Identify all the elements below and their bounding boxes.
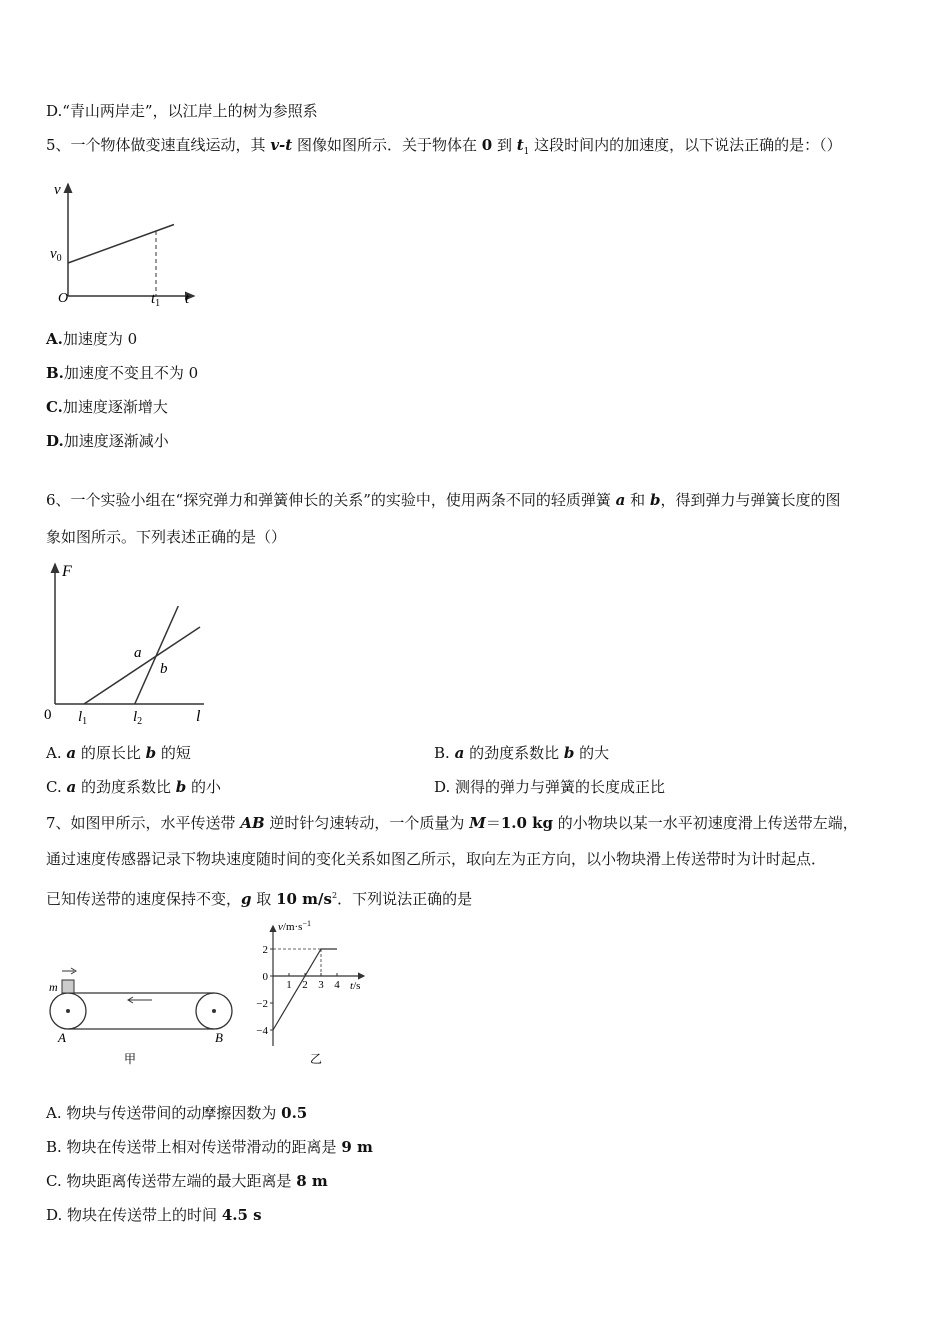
q7-vt-graph: [248, 916, 376, 1068]
q5-stem-part: 到: [492, 136, 517, 154]
q7-opt-val: 8 m: [296, 1172, 328, 1190]
q7-stem-line1: [46, 813, 858, 833]
q7-stem-part: 的小物块以某一水平初速度滑上传送带左端，: [553, 814, 858, 832]
pulley-a-axle: [66, 1009, 70, 1013]
q6-opt-a-var: a: [66, 778, 77, 796]
q7-y-exp: −1: [302, 919, 311, 928]
block-m: [62, 980, 74, 993]
q7-tick-group: [256, 944, 340, 1037]
q7-opt-text: B. 物块在传送带上相对传送带滑动的距离是: [46, 1138, 342, 1156]
figure-jia-caption: 甲: [124, 1052, 137, 1066]
q7-x-tick-label: 3: [318, 979, 324, 991]
q7-stem-m: M: [469, 814, 486, 832]
q6-option-c: [46, 777, 221, 797]
q6-axis-f-label: F: [62, 563, 72, 580]
q6-l1-letter: l: [78, 709, 83, 725]
q6-opt-part: 的大: [574, 744, 610, 762]
q7-x-tick-label: 4: [334, 979, 340, 991]
q7-option-d: [46, 1205, 262, 1225]
q7-y-tick-label: 0: [262, 971, 268, 983]
pulley-b-axle: [212, 1009, 216, 1013]
q7-y-tick-label: −2: [256, 998, 268, 1010]
q7-x-tick-label: 1: [286, 979, 292, 991]
q6-l2-letter: l: [133, 709, 138, 725]
q6-spring-a-line: [84, 627, 200, 704]
q6-opt-b-var: b: [175, 778, 187, 796]
point-a-label: A: [58, 1030, 66, 1045]
q6-l1-label: [78, 709, 87, 727]
q5-option-c: [46, 397, 168, 417]
point-b-label: B: [215, 1030, 223, 1045]
q6-opt-part: C.: [46, 778, 67, 796]
q5-stem-t1-sub: 1: [523, 147, 530, 157]
q5-stem-zero: 0: [481, 136, 493, 154]
q5-stem-part: 5、一个物体做变速直线运动，其: [46, 136, 271, 154]
q6-opt-a-var: a: [66, 744, 77, 762]
q7-stem-mass: 1.0 kg: [500, 814, 554, 832]
q6-stem-a: a: [615, 491, 626, 509]
q6-opt-b-var: b: [563, 744, 575, 762]
q5-option-d: [46, 431, 169, 451]
q5-v0-sub: 0: [56, 253, 62, 264]
q6-opt-part: 的原长比: [76, 744, 146, 762]
q5-option-d-letter: D.: [46, 432, 64, 450]
q5-stem-vt: v-t: [270, 136, 293, 154]
q5-option-b-text: 加速度不变且不为 0: [63, 364, 199, 382]
q6-stem-part: 和: [625, 491, 650, 509]
q6-l2-label: [133, 709, 142, 727]
q7-x-tick-label: 2: [302, 979, 308, 991]
q7-y-tick-label: 2: [262, 944, 268, 956]
q7-stem-ab: AB: [240, 814, 265, 832]
q7-y-tick-label: −4: [256, 1025, 268, 1037]
q6-axis-l-label: l: [196, 708, 201, 725]
q7-option-a: [46, 1103, 307, 1123]
q7-conveyor-figure: [44, 958, 244, 1068]
q7-opt-val: 9 m: [341, 1138, 373, 1156]
q6-opt-part: 的小: [186, 778, 222, 796]
q6-opt-b-var: b: [145, 744, 157, 762]
q5-option-a-text: 加速度为 0: [62, 330, 138, 348]
q6-opt-part: 的劲度系数比: [464, 744, 564, 762]
q5-stem-t1: t: [516, 136, 524, 154]
q5-stem-part: 图像如图所示．关于物体在: [292, 136, 482, 154]
q7-y-unit: /m·s: [282, 921, 303, 933]
q7-x-t: t: [350, 980, 354, 992]
q6-option-d: D. 测得的弹力与弹簧的长度成正比: [434, 778, 666, 796]
q5-option-b-letter: B.: [46, 364, 64, 382]
q6-stem-part: ，得到弹力与弹簧长度的图: [660, 491, 841, 509]
q7-x-axis-label: [350, 980, 360, 992]
q5-option-b: [46, 363, 198, 383]
q5-v0-letter: v: [50, 246, 57, 262]
q6-opt-part: B.: [434, 744, 455, 762]
q5-option-d-text: 加速度逐渐减小: [63, 432, 169, 450]
q7-stem-part: ＝: [485, 814, 501, 832]
q6-opt-part: A.: [46, 744, 67, 762]
q6-stem-line2: 象如图所示。下列表述正确的是（）: [46, 528, 287, 546]
q7-stem-part: 取: [251, 890, 277, 908]
q7-stem-line3: [46, 886, 472, 909]
q5-stem-part: 这段时间内的加速度，以下说法正确的是：（）: [529, 136, 842, 154]
q7-opt-text: A. 物块与传送带间的动摩擦因数为: [46, 1104, 282, 1122]
q5-option-a-letter: A.: [46, 330, 63, 348]
q7-opt-val: 0.5: [281, 1104, 308, 1122]
q6-line-b-label: b: [160, 661, 168, 677]
q7-option-b: [46, 1137, 373, 1157]
q7-stem-part: ．下列说法正确的是: [337, 890, 473, 908]
q7-y-axis-label: [278, 919, 311, 933]
q6-line-a-label: a: [134, 645, 142, 661]
q5-t1-letter: t: [151, 291, 156, 307]
figure-yi-caption: 乙: [310, 1052, 323, 1066]
q6-fl-graph: [44, 558, 214, 730]
q5-t1-label: [151, 291, 160, 309]
q5-axis-v-label: v: [54, 182, 61, 198]
q6-stem-line1: [46, 490, 840, 510]
q6-stem-part: 6、一个实验小组在“探究弹力和弹簧伸长的关系”的实验中，使用两条不同的轻质弹簧: [46, 491, 616, 509]
q5-stem: [46, 135, 842, 162]
q7-stem-gval: 10 m/s: [276, 890, 332, 908]
q7-opt-text: C. 物块距离传送带左端的最大距离是: [46, 1172, 297, 1190]
q7-opt-val: 4.5 s: [221, 1206, 262, 1224]
q5-origin-label: O: [58, 291, 69, 306]
q7-stem-part: 7、如图甲所示，水平传送带: [46, 814, 241, 832]
q6-l1-sub: 1: [82, 716, 88, 727]
q7-opt-text: D. 物块在传送带上的时间: [46, 1206, 222, 1224]
q7-stem-part: 逆时针匀速转动，一个质量为: [264, 814, 470, 832]
q6-origin-label: 0: [44, 707, 52, 723]
q6-l2-sub: 2: [137, 716, 143, 727]
q5-option-c-text: 加速度逐渐增大: [62, 398, 168, 416]
q7-y-v: v: [278, 921, 283, 933]
q7-stem-g: g: [241, 890, 252, 908]
q7-stem-gexp: 2: [331, 891, 338, 900]
q5-vt-graph: [44, 176, 204, 311]
q5-v0-label: [50, 246, 62, 264]
q5-axis-t-label: t: [185, 291, 190, 307]
q5-option-a: [46, 329, 137, 349]
q5-velocity-line: [68, 225, 174, 264]
block-m-label: m: [49, 980, 58, 994]
q5-t1-sub: 1: [155, 298, 161, 309]
q4-option-d: D.“青山两岸走”，以江岸上的树为参照系: [46, 102, 318, 120]
q6-stem-b: b: [649, 491, 661, 509]
q7-x-unit: /s: [353, 980, 361, 992]
q7-stem-part: 已知传送带的速度保持不变，: [46, 890, 242, 908]
q7-option-c: [46, 1171, 328, 1191]
q6-option-a: [46, 743, 191, 763]
q6-opt-part: 的短: [156, 744, 191, 762]
q6-opt-part: 的劲度系数比: [76, 778, 176, 796]
q6-option-b: [434, 743, 609, 763]
q7-stem-line2: 通过速度传感器记录下物块速度随时间的变化关系如图乙所示，取向左为正方向，以小物块滑上传送带时为计时起点．: [46, 850, 827, 868]
q5-option-c-letter: C.: [46, 398, 63, 416]
q6-opt-a-var: a: [454, 744, 465, 762]
